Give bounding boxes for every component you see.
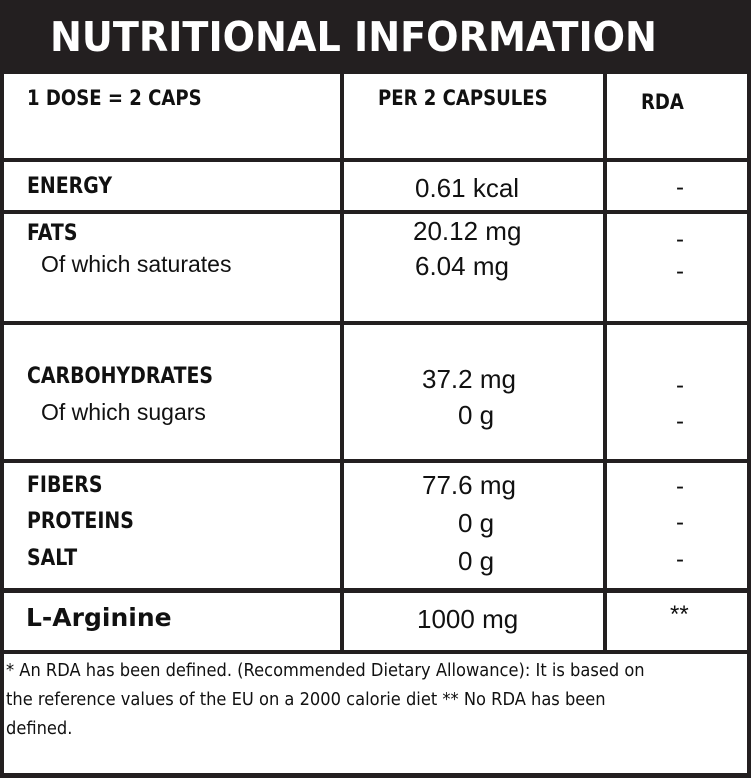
row-value-energy: 0.61 kcal [415, 173, 520, 203]
row-rda-energy: - [676, 174, 684, 201]
row-divider-arginine [0, 650, 751, 654]
row-value-fats: 20.12 mg [413, 216, 522, 246]
border-left [0, 74, 4, 778]
row-divider-energy [0, 210, 751, 214]
row-label-energy: ENERGY [27, 174, 113, 199]
row-label-sugars: Of which sugars [41, 399, 206, 425]
row-label-l-arginine: L-Arginine [26, 603, 172, 632]
header-per-serving: PER 2 CAPSULES [378, 86, 548, 110]
row-rda-sugars: - [676, 408, 684, 435]
row-divider-fats [0, 321, 751, 325]
row-value-proteins: 0 g [458, 508, 495, 538]
row-value-fibers: 77.6 mg [422, 470, 516, 500]
row-value-saturates: 6.04 mg [415, 251, 509, 281]
border-bottom [0, 773, 751, 778]
row-value-salt: 0 g [458, 546, 495, 576]
row-rda-salt: - [676, 546, 684, 573]
row-rda-fibers: - [676, 473, 684, 500]
footnote [6, 657, 746, 744]
row-value-carbohydrates: 37.2 mg [422, 364, 516, 394]
row-label-carbohydrates: CARBOHYDRATES [27, 364, 214, 389]
row-rda-carbohydrates: - [676, 372, 684, 399]
row-label-fats: FATS [27, 221, 78, 246]
row-label-proteins: PROTEINS [27, 509, 134, 534]
row-divider-minerals [0, 588, 751, 593]
row-value-l-arginine: 1000 mg [417, 604, 519, 634]
row-divider-header [0, 158, 751, 162]
header-dose: 1 DOSE = 2 CAPS [27, 86, 202, 110]
header-rda: RDA [641, 90, 684, 114]
row-rda-fats: - [676, 226, 684, 253]
row-label-salt: SALT [27, 546, 78, 571]
panel-title: NUTRITIONAL INFORMATION [0, 0, 751, 74]
row-rda-saturates: - [676, 258, 684, 285]
row-divider-carbs [0, 459, 751, 463]
footnote-line-2: the reference values of the EU on a 2000 calorie diet ** No RDA has been [6, 690, 606, 710]
row-value-sugars: 0 g [458, 400, 495, 430]
row-label-fibers: FIBERS [27, 473, 103, 498]
footnote-line-1: * An RDA has been defined. (Recommended Dietary Allowance): It is based on [6, 661, 645, 681]
footnote-line-3: defined. [6, 719, 73, 739]
row-rda-l-arginine: ** [670, 601, 689, 628]
row-label-saturates: Of which saturates [41, 251, 232, 277]
row-rda-proteins: - [676, 509, 684, 536]
